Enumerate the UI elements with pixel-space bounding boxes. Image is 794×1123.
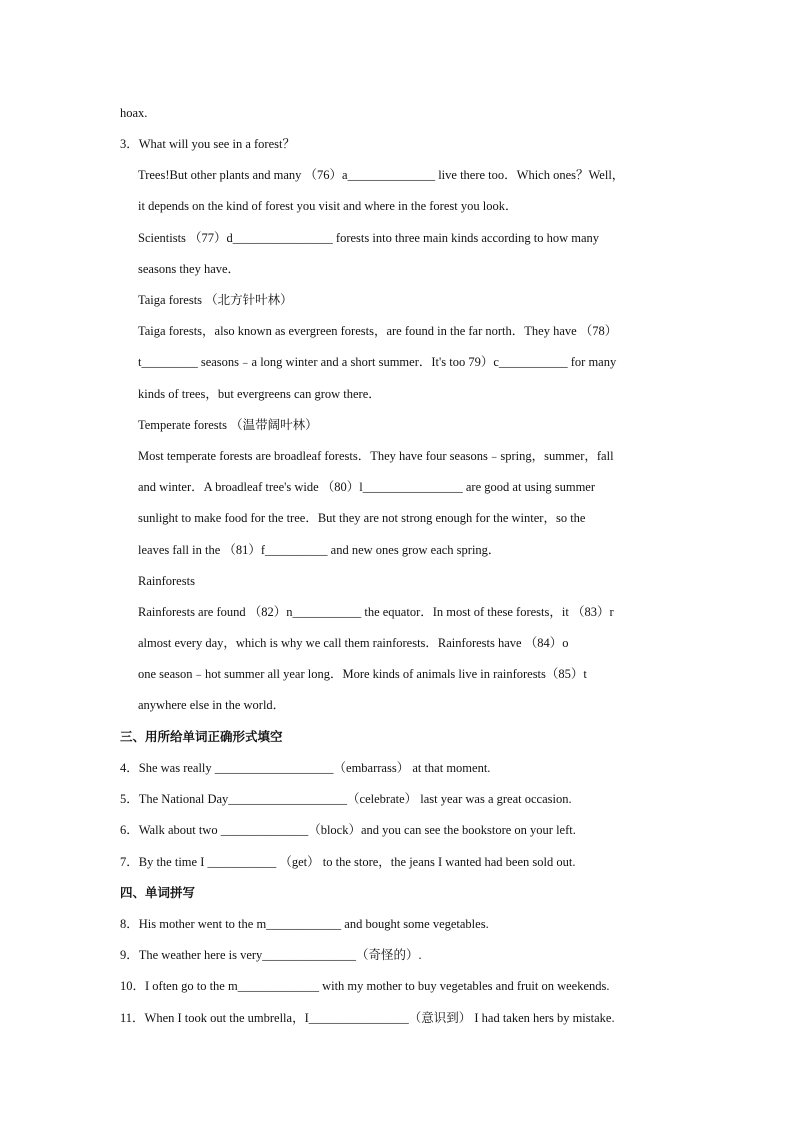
section-title-rainforests: Rainforests bbox=[138, 574, 195, 588]
passage-line: leaves fall in the （81）f__________ and new ones grow each spring． bbox=[138, 543, 501, 557]
section-heading-4: 四、单词拼写 bbox=[120, 885, 196, 900]
question-7: 7．By the time I ___________ （get） to the store，the jeans I wanted had been sold out. bbox=[120, 855, 576, 869]
section-heading-3: 三、用所给单词正确形式填空 bbox=[120, 729, 283, 744]
passage-line: it depends on the kind of forest you visit and where in the forest you look． bbox=[138, 199, 518, 213]
passage-line: Rainforests are found （82）n___________ the equator．In most of these forests，it （83）r bbox=[138, 605, 614, 619]
passage-line: one season﹣hot summer all year long．More kinds of animals live in rainforests（85）t bbox=[138, 667, 587, 681]
passage-line: and winter．A broadleaf tree's wide （80）l________________ are good at using summer bbox=[138, 480, 596, 494]
passage-line: Most temperate forests are broadleaf forests．They have four seasons﹣spring，summer，fall bbox=[138, 449, 614, 463]
question-4: 4．She was really ___________________（embarrass） at that moment. bbox=[120, 761, 491, 775]
section-title-taiga: Taiga forests （北方针叶林） bbox=[138, 293, 293, 307]
passage-line: Taiga forests，also known as evergreen forests，are found in the far north．They have （78） bbox=[138, 324, 618, 338]
passage-line: sunlight to make food for the tree．But they are not strong enough for the winter，so the bbox=[138, 511, 586, 525]
passage-line: kinds of trees，but evergreens can grow there． bbox=[138, 387, 381, 401]
section-title-temperate: Temperate forests （温带阔叶林） bbox=[138, 418, 318, 432]
passage-line: Trees!But other plants and many （76）a______________ live there too．Which ones？Well， bbox=[138, 168, 625, 182]
passage-line: t_________ seasons﹣a long winter and a short summer．It's too 79）c___________ for many bbox=[138, 355, 617, 369]
question-9: 9．The weather here is very_______________（奇怪的）. bbox=[120, 948, 422, 962]
passage-line: almost every day，which is why we call them rainforests．Rainforests have （84）o bbox=[138, 636, 569, 650]
question-5: 5．The National Day___________________（celebrate） last year was a great occasion. bbox=[120, 792, 572, 806]
passage-line: anywhere else in the world． bbox=[138, 698, 286, 712]
passage-line: seasons they have． bbox=[138, 262, 241, 276]
question-10: 10．I often go to the m_____________ with my mother to buy vegetables and fruit on weekends. bbox=[120, 979, 610, 993]
question-8: 8．His mother went to the m____________ and bought some vegetables. bbox=[120, 917, 489, 931]
text-line: hoax. bbox=[120, 106, 148, 120]
question-11: 11．When I took out the umbrella，I________________（意识到） I had taken hers by mistake. bbox=[120, 1011, 615, 1025]
question-3-title: 3．What will you see in a forest？ bbox=[120, 137, 295, 151]
question-6: 6．Walk about two ______________（block）and you can see the bookstore on your left. bbox=[120, 823, 576, 837]
passage-line: Scientists （77）d________________ forests into three main kinds according to how many bbox=[138, 231, 600, 245]
